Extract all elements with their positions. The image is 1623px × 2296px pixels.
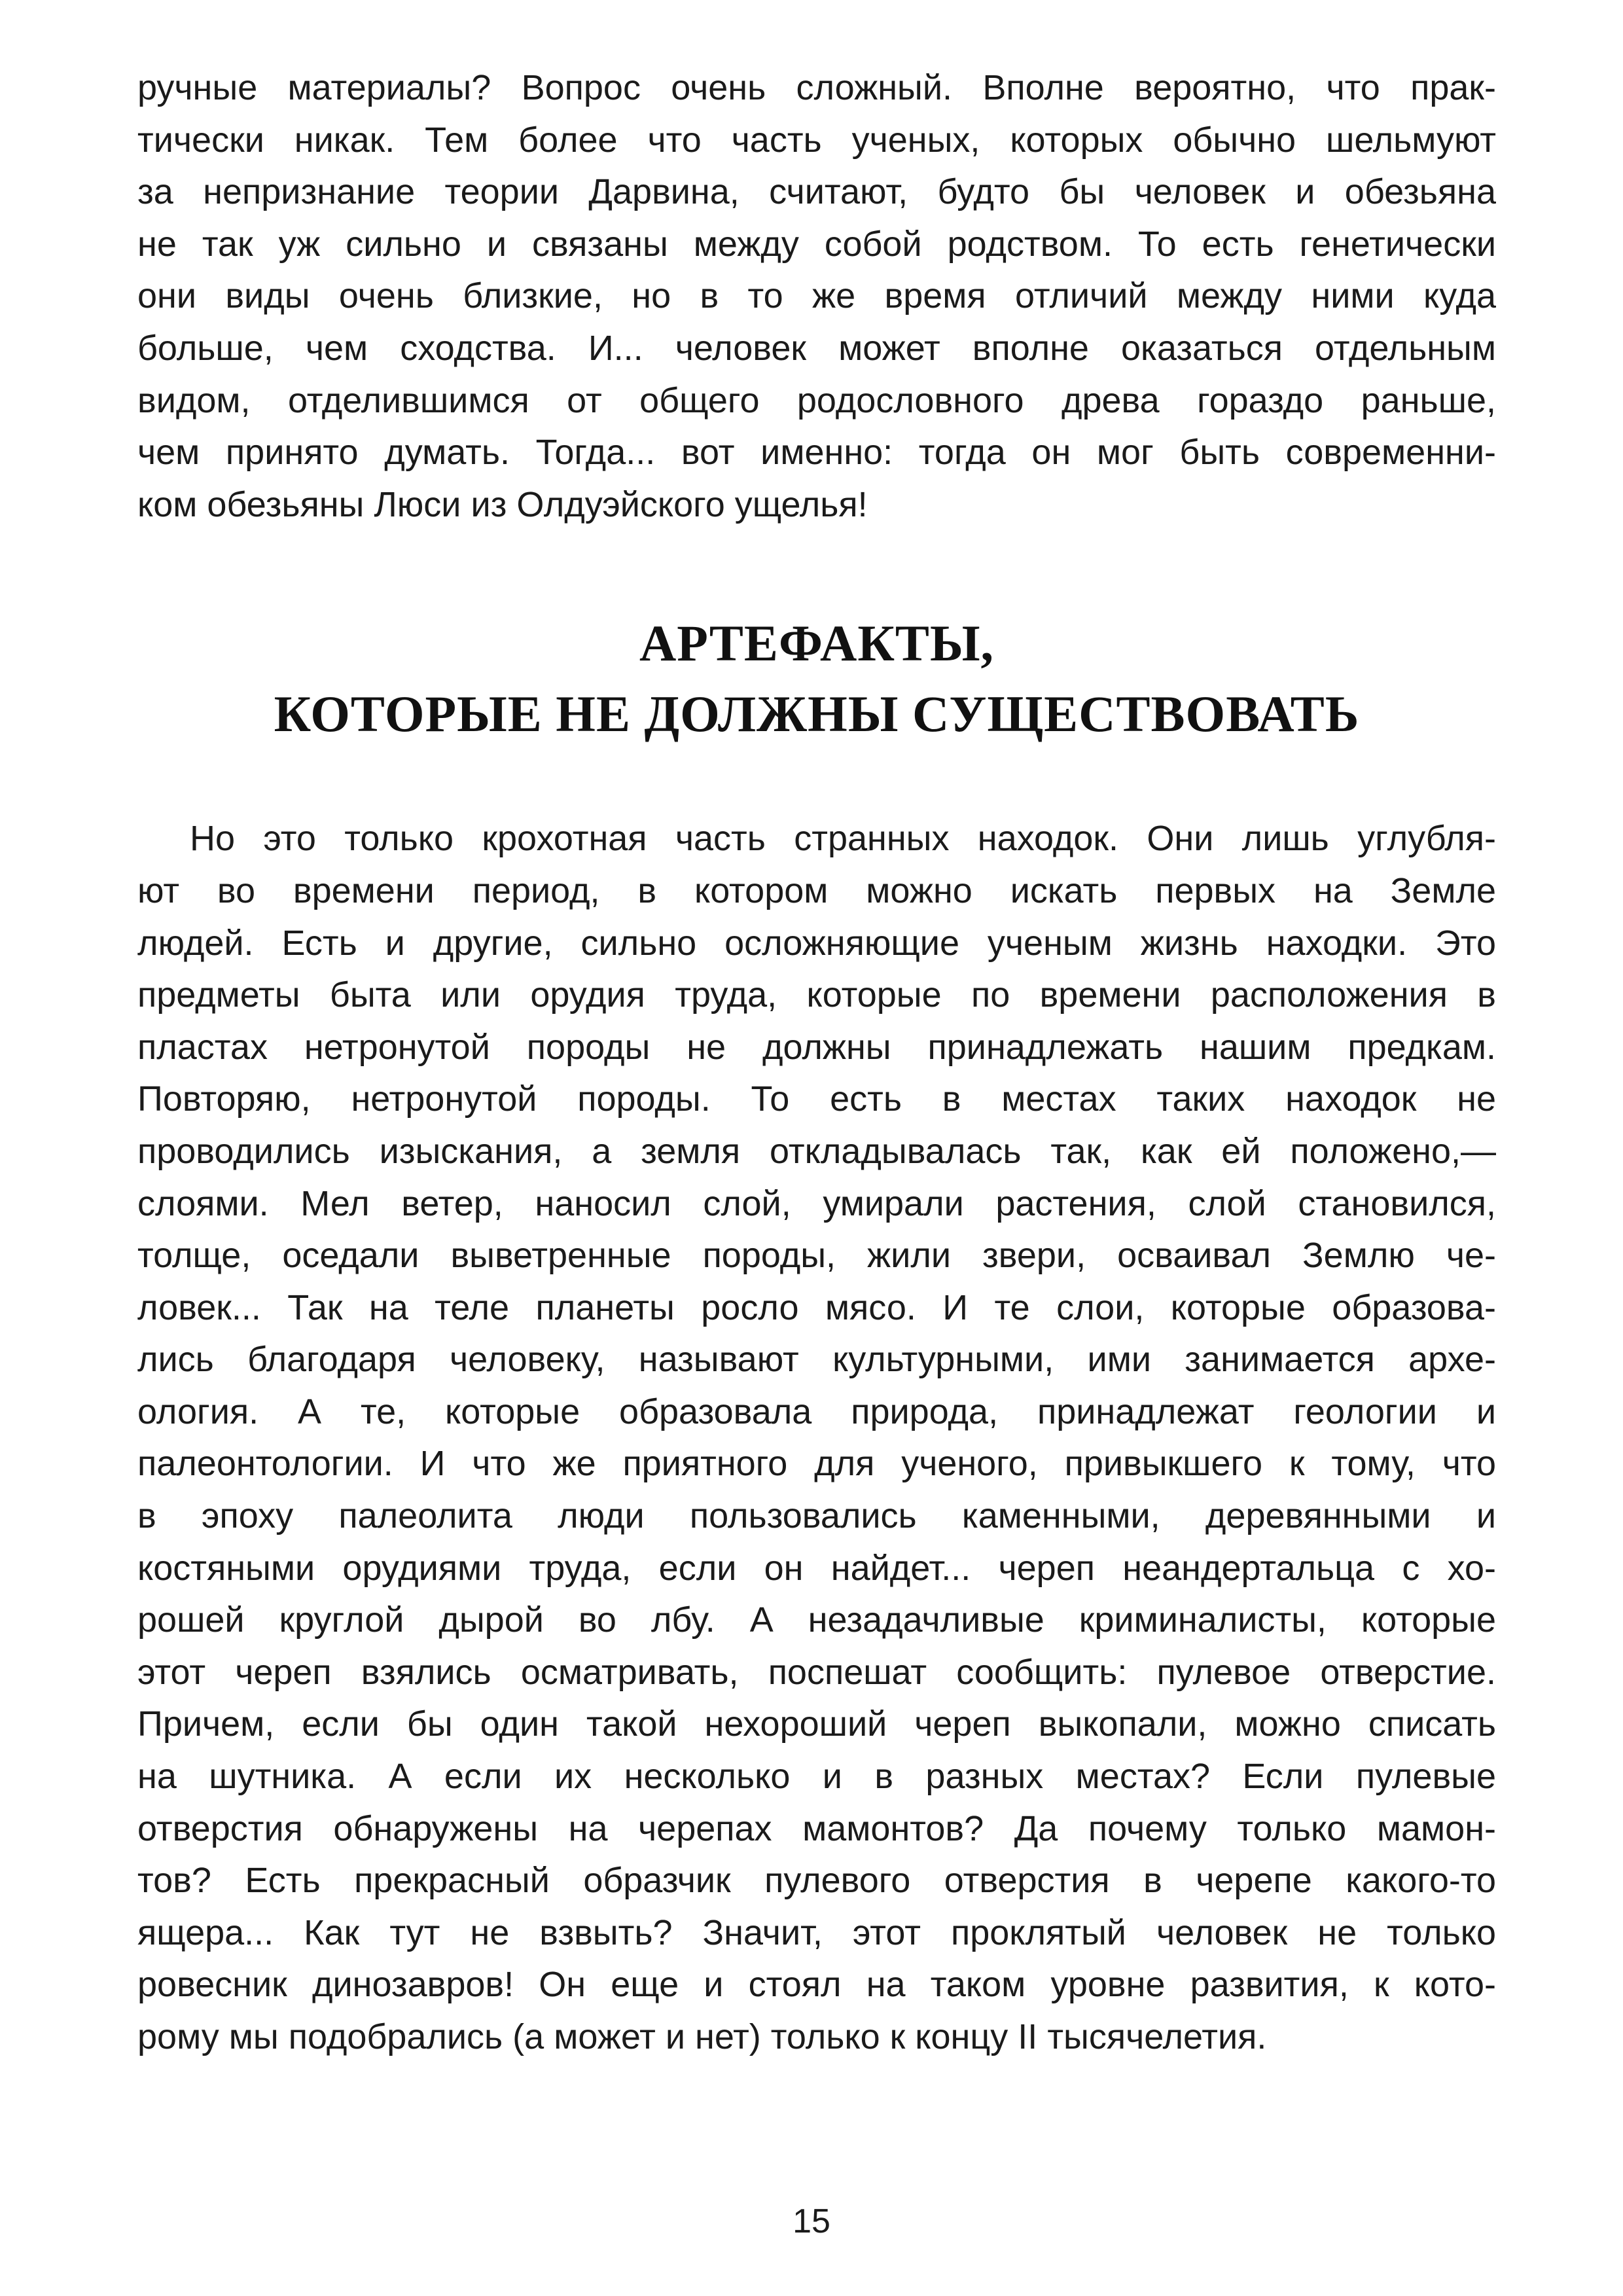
text-line: отверстия обнаружены на черепах мамонтов? Да почему только мамон- [137, 1808, 1496, 1848]
text-line: людей. Есть и другие, сильно осложняющие ученым жизнь находки. Это [137, 923, 1496, 963]
intro-paragraph [137, 62, 1496, 531]
text-line: рому мы подобрались (а может и нет) только к концу II тысячелетия. [137, 2017, 1267, 2056]
text-line: пластах нетронутой породы не должны принадлежать нашим предкам. [137, 1027, 1496, 1067]
heading-line-1: АРТЕФАКТЫ, [639, 615, 995, 672]
text-line: лись благодаря человеку, называют культурными, ими занимается архе- [137, 1340, 1496, 1380]
text-line: тически никак. Тем более что часть ученых, которых обычно шельмуют [137, 120, 1496, 160]
text-line: толще, оседали выветренные породы, жили звери, осваивал Землю че- [137, 1236, 1496, 1276]
text-line: они виды очень близкие, но в то же время отличий между ними куда [137, 276, 1496, 316]
text-line: ология. А те, которые образовала природа, принадлежат геологии и [137, 1391, 1496, 1431]
text-line: на шутника. А если их несколько и в разных местах? Если пулевые [137, 1757, 1496, 1797]
text-line: в эпоху палеолита люди пользовались каменными, деревянными и [137, 1496, 1496, 1536]
text-line: тов? Есть прекрасный образчик пулевого отверстия в черепе какого-то [137, 1861, 1496, 1901]
text-line: Но это только крохотная часть странных находок. Они лишь углубля- [190, 819, 1496, 859]
text-line: больше, чем сходства. И... человек может вполне оказаться отдельным [137, 328, 1496, 368]
heading-line-2: КОТОРЫЕ НЕ ДОЛЖНЫ СУЩЕСТВОВАТЬ [274, 685, 1360, 743]
body-paragraph [137, 813, 1496, 2063]
text-line: ящера... Как тут не взвыть? Значит, этот проклятый человек не только [137, 1912, 1496, 1952]
text-line: предметы быта или орудия труда, которые по времени расположения в [137, 975, 1496, 1015]
section-heading [137, 608, 1496, 749]
text-line: чем принято думать. Тогда... вот именно: тогда он мог быть современни- [137, 433, 1496, 473]
text-line: видом, отделившимся от общего родословного древа гораздо раньше, [137, 380, 1496, 420]
text-line: костяными орудиями труда, если он найдет... череп неандертальца с хо- [137, 1548, 1496, 1588]
text-line: проводились изыскания, а земля откладывалась так, как ей положено,— [137, 1131, 1496, 1171]
text-line: ют во времени период, в котором можно искать первых на Земле [137, 870, 1496, 910]
text-line: ком обезьяны Люси из Олдуэйского ущелья! [137, 484, 868, 524]
text-line: ручные материалы? Вопрос очень сложный. Вполне вероятно, что прак- [137, 68, 1496, 107]
text-line: за непризнание теории Дарвина, считают, будто бы человек и обезьяна [137, 172, 1496, 212]
text-line: слоями. Мел ветер, наносил слой, умирали растения, слой становился, [137, 1183, 1496, 1223]
text-line: палеонтологии. И что же приятного для ученого, привыкшего к тому, что [137, 1444, 1496, 1484]
text-line: Причем, если бы один такой нехороший череп выкопали, можно списать [137, 1704, 1496, 1744]
text-line: ловек... Так на теле планеты росло мясо. И те слои, которые образова- [137, 1287, 1496, 1327]
text-line: ровесник динозавров! Он еще и стоял на таком уровне развития, к кото- [137, 1965, 1496, 2005]
text-line: не так уж сильно и связаны между собой родством. То есть генетически [137, 224, 1496, 264]
text-line: этот череп взялись осматривать, поспешат сообщить: пулевое отверстие. [137, 1652, 1496, 1692]
page-number: 15 [793, 2202, 830, 2240]
text-line: рошей круглой дырой во лбу. А незадачливые криминалисты, которые [137, 1600, 1496, 1640]
text-line: Повторяю, нетронутой породы. То есть в местах таких находок не [137, 1079, 1496, 1119]
page-body [137, 62, 1496, 2064]
